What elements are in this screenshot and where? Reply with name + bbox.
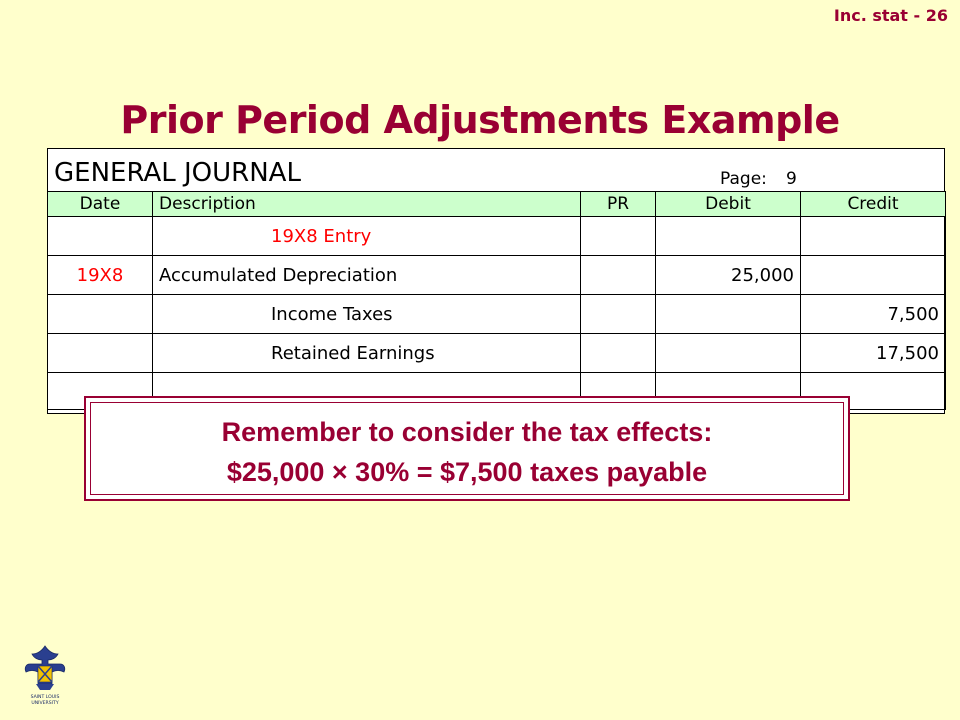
callout-inner-border	[90, 402, 844, 495]
column-header-description: Description	[153, 192, 581, 217]
general-journal	[47, 148, 945, 414]
cell-pr	[581, 217, 656, 256]
cell-description: 19X8 Entry	[153, 217, 581, 256]
column-header-pr: PR	[581, 192, 656, 217]
table-row	[48, 217, 946, 256]
cell-pr	[581, 334, 656, 373]
logo-text-line2: UNIVERSITY	[31, 701, 59, 706]
cell-credit	[801, 256, 946, 295]
cell-description: Accumulated Depreciation	[153, 256, 581, 295]
cell-credit	[801, 217, 946, 256]
page-number: 9	[786, 169, 797, 189]
journal-header	[48, 149, 944, 191]
cell-description: Income Taxes	[153, 295, 581, 334]
cell-date	[48, 295, 153, 334]
callout-line-1: Remember to consider the tax effects:	[221, 417, 713, 447]
tax-effects-callout	[84, 396, 850, 501]
saint-louis-university-logo-icon	[22, 644, 68, 708]
table-row	[48, 334, 946, 373]
cell-date: 19X8	[48, 256, 153, 295]
cell-pr	[581, 295, 656, 334]
cell-pr	[581, 256, 656, 295]
cell-debit: 25,000	[656, 256, 801, 295]
page-label: Page:	[720, 169, 767, 189]
callout-line-2: $25,000 × 30% = $7,500 taxes payable	[226, 457, 708, 487]
cell-debit	[656, 295, 801, 334]
cell-credit: 7,500	[801, 295, 946, 334]
slide-title: Prior Period Adjustments Example	[120, 98, 840, 142]
table-row	[48, 256, 946, 295]
cell-date	[48, 334, 153, 373]
column-header-credit: Credit	[801, 192, 946, 217]
cell-debit	[656, 217, 801, 256]
journal-table	[47, 191, 946, 410]
cell-description: Retained Earnings	[153, 334, 581, 373]
table-header-row	[48, 192, 946, 217]
cell-credit: 17,500	[801, 334, 946, 373]
column-header-debit: Debit	[656, 192, 801, 217]
table-row	[48, 295, 946, 334]
logo-text-line1: SAINT LOUIS	[30, 695, 60, 700]
slide-number: Inc. stat - 26	[833, 6, 948, 25]
column-header-date: Date	[48, 192, 153, 217]
cell-date	[48, 217, 153, 256]
journal-title: GENERAL JOURNAL	[54, 158, 301, 188]
cell-debit	[656, 334, 801, 373]
